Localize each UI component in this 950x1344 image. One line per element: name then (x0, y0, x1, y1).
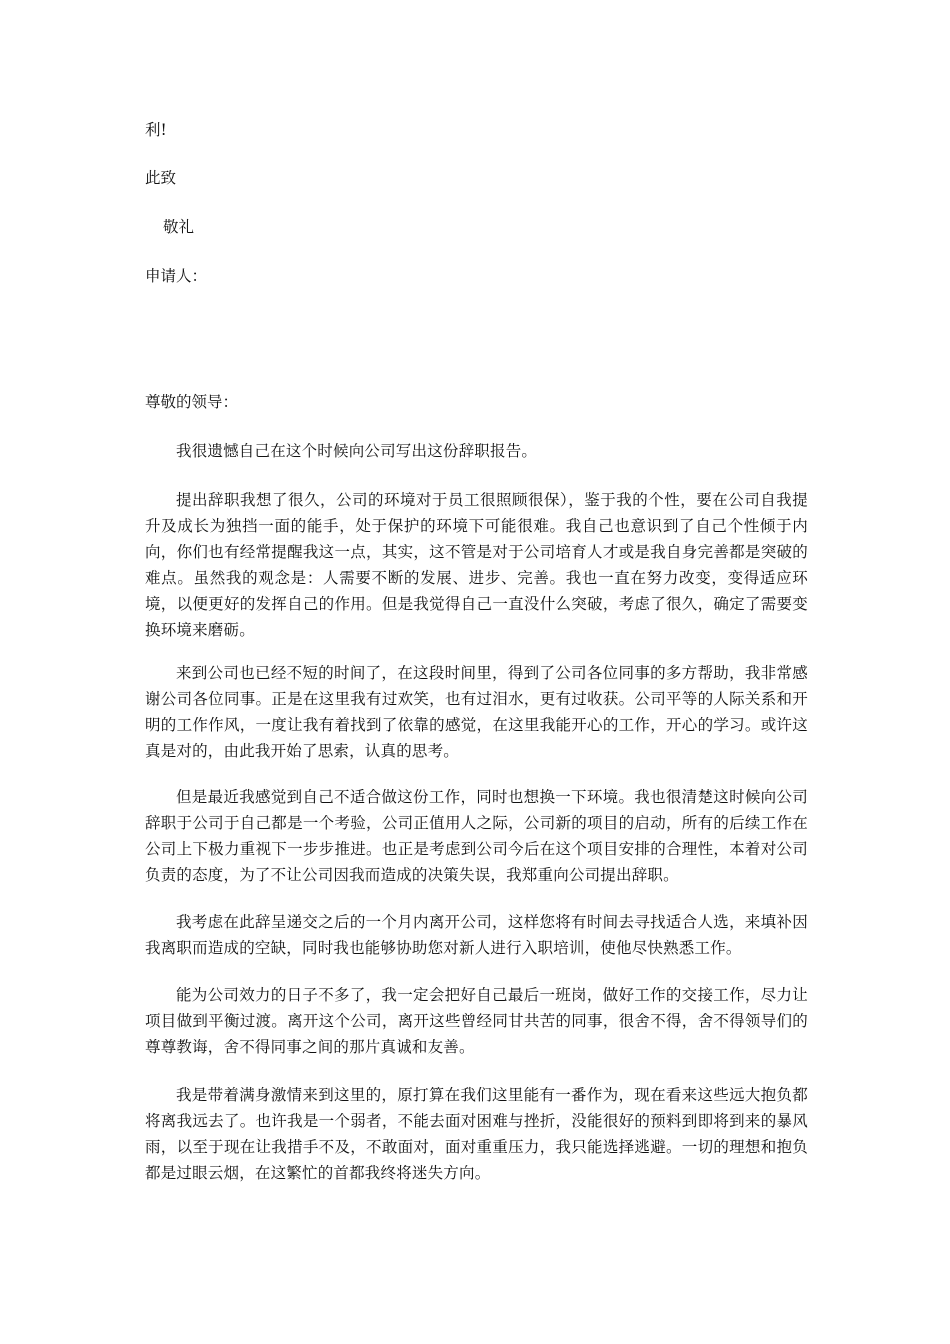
letter-paragraph-3: 来到公司也已经不短的时间了，在这段时间里，得到了公司各位同事的多方帮助，我非常感谢公司各位同事。正是在这里我有过欢笑，也有过泪水，更有过收获。公司平等的人际关系和开明的工作作风，一度让我有着找到了依靠的感觉，在这里我能开心的工作，开心的学习。或许这真是对的，由此我开始了思索，认真的思考。 (145, 664, 808, 760)
closing-salutation: 此致 (145, 169, 177, 187)
letter-paragraph-6: 能为公司效力的日子不多了，我一定会把好自己最后一班岗，做好工作的交接工作，尽力让项目做到平衡过渡。离开这个公司，离开这些曾经同甘共苦的同事，很舍不得，舍不得领导们的尊尊教诲，舍不得同事之间的那片真诚和友善。 (145, 986, 808, 1056)
letter-greeting: 尊敬的领导： (145, 393, 239, 411)
applicant-label: 申请人： (145, 267, 208, 285)
closing-continuation: 利! (145, 121, 167, 139)
letter-paragraph-4: 但是最近我感觉到自己不适合做这份工作，同时也想换一下环境。我也很清楚这时候向公司辞职于公司于自己都是一个考验，公司正值用人之际，公司新的项目的启动，所有的后续工作在公司上下极力重视下一步步推进。也正是考虑到公司今后在这个项目安排的合理性，本着对公司负责的态度，为了不让公司因我而造成的决策失误，我郑重向公司提出辞职。 (145, 788, 808, 884)
closing-regards: 敬礼 (163, 218, 195, 236)
letter-paragraph-1: 我很遗憾自己在这个时候向公司写出这份辞职报告。 (176, 442, 538, 460)
letter-paragraph-5: 我考虑在此辞呈递交之后的一个月内离开公司，这样您将有时间去寻找适合人选，来填补因我离职而造成的空缺，同时我也能够协助您对新人进行入职培训，使他尽快熟悉工作。 (145, 913, 808, 957)
letter-paragraph-2: 提出辞职我想了很久，公司的环境对于员工很照顾很保），鉴于我的个性，要在公司自我提升及成长为独挡一面的能手，处于保护的环境下可能很难。我自己也意识到了自己个性倾于内向，你们也有经常提醒我这一点，其实，这不管是对于公司培育人才或是我自身完善都是突破的难点。虽然我的观念是：人需要不断的发展、进步、完善。我也一直在努力改变，变得适应环境，以便更好的发挥自己的作用。但是我觉得自己一直没什么突破，考虑了很久，确定了需要变换环境来磨砺。 (145, 491, 808, 639)
letter-paragraph-7: 我是带着满身激情来到这里的，原打算在我们这里能有一番作为，现在看来这些远大抱负都将离我远去了。也许我是一个弱者，不能去面对困难与挫折，没能很好的预料到即将到来的暴风雨，以至于现在让我措手不及，不敢面对，面对重重压力，我只能选择逃避。一切的理想和抱负都是过眼云烟，在这繁忙的首都我终将迷失方向。 (145, 1086, 808, 1182)
